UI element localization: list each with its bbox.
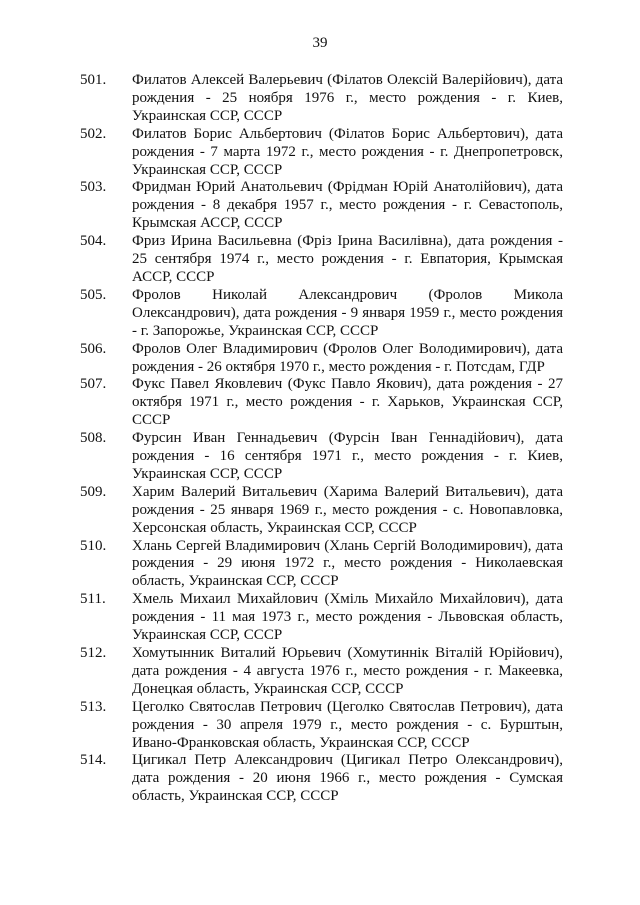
list-item [80,287,563,341]
entry-number: 506. [80,340,107,357]
list-item [80,233,563,287]
entry-text: Фролов Николай Александрович (Фролов Микола Олександрович), дата рождения - 9 января 1959 г., место рождения - г. Запорожье, Украинская ССР, СССР [132,286,563,339]
list-item [80,72,563,126]
entry-number: 505. [80,286,107,303]
list-item [80,341,563,377]
list-item [80,430,563,484]
entry-text: Хомутынник Виталий Юрьевич (Хомутиннік Віталій Юрійович), дата рождения - 4 августа 1976 г., место рождения - г. Макеевка, Донецкая область, Украинская ССР, СССР [132,645,563,697]
list-item [80,645,563,699]
entry-number: 503. [80,179,107,196]
entry-number: 502. [80,125,107,142]
entry-number: 512. [80,645,107,661]
list-item [80,179,563,233]
entry-number: 513. [80,698,107,715]
entry-text: Филатов Борис Альбертович (Філатов Борис Альбертович), дата рождения - 7 марта 1972 г., место рождения - г. Днепропетровск, Украинская ССР, СССР [132,125,563,178]
entry-text: Цигикал Петр Александрович (Цигикал Петро Олександрович), дата рождения - 20 июня 1966 г., место рождения - Сумская область, Украинская ССР, СССР [132,752,563,805]
list-item [80,484,563,538]
entry-text: Филатов Алексей Валерьевич (Філатов Олексій Валерійович), дата рождения - 25 ноября 1976 г., место рождения - г. Киев, Украинская ССР, СССР [132,72,563,124]
list-item [80,591,563,645]
entry-text: Хлань Сергей Владимирович (Хлань Сергій Володимирович), дата рождения - 29 июня 1972 г., место рождения - Николаевская область, Украинская ССР, СССР [132,537,563,590]
entry-number: 509. [80,483,107,500]
list-item [80,126,563,180]
entry-text: Цеголко Святослав Петрович (Цеголко Святослав Петрович), дата рождения - 30 апреля 1979 г., место рождения - с. Бурштын, Ивано-Франковская область, Украинская ССР, СССР [132,698,563,751]
list-item [80,538,563,592]
entry-number: 510. [80,537,107,554]
entry-number: 514. [80,752,107,769]
entry-number: 508. [80,430,107,447]
list-item [80,752,563,806]
entry-text: Харим Валерий Витальевич (Харима Валерий Витальевич), дата рождения - 25 января 1969 г., место рождения - с. Новопавловка, Херсонская область, Украинская ССР, СССР [132,483,563,536]
entry-text: Фурсин Иван Геннадьевич (Фурсін Іван Геннадійович), дата рождения - 16 сентября 1971 г., место рождения - г. Киев, Украинская ССР, СССР [132,430,563,482]
entry-number: 501. [80,72,107,88]
list-item [80,376,563,430]
list-item [80,699,563,753]
entry-text: Хмель Михаил Михайлович (Хміль Михайло Михайлович), дата рождения - 11 мая 1973 г., место рождения - Львовская область, Украинская ССР, СССР [132,591,563,644]
page-number: 39 [312,35,328,51]
entry-text: Фриз Ирина Васильевна (Фріз Ірина Василівна), дата рождения - 25 сентября 1974 г., место рождения - г. Евпатория, Крымская АССР, СССР [132,233,563,285]
entry-text: Фридман Юрий Анатольевич (Фрідман Юрій Анатолійович), дата рождения - 8 декабря 1957 г., место рождения - г. Севастополь, Крымская АССР, СССР [132,179,563,232]
entry-text: Фролов Олег Владимирович (Фролов Олег Володимирович), дата рождения - 26 октября 1970 г., место рождения - г. Потсдам, ГДР [132,340,563,375]
entry-list [80,72,563,806]
entry-text: Фукс Павел Яковлевич (Фукс Павло Якович), дата рождения - 27 октября 1971 г., место рождения - г. Харьков, Украинская ССР, СССР [132,376,563,429]
entry-number: 507. [80,376,107,393]
entry-number: 504. [80,233,107,250]
entry-number: 511. [80,591,106,608]
